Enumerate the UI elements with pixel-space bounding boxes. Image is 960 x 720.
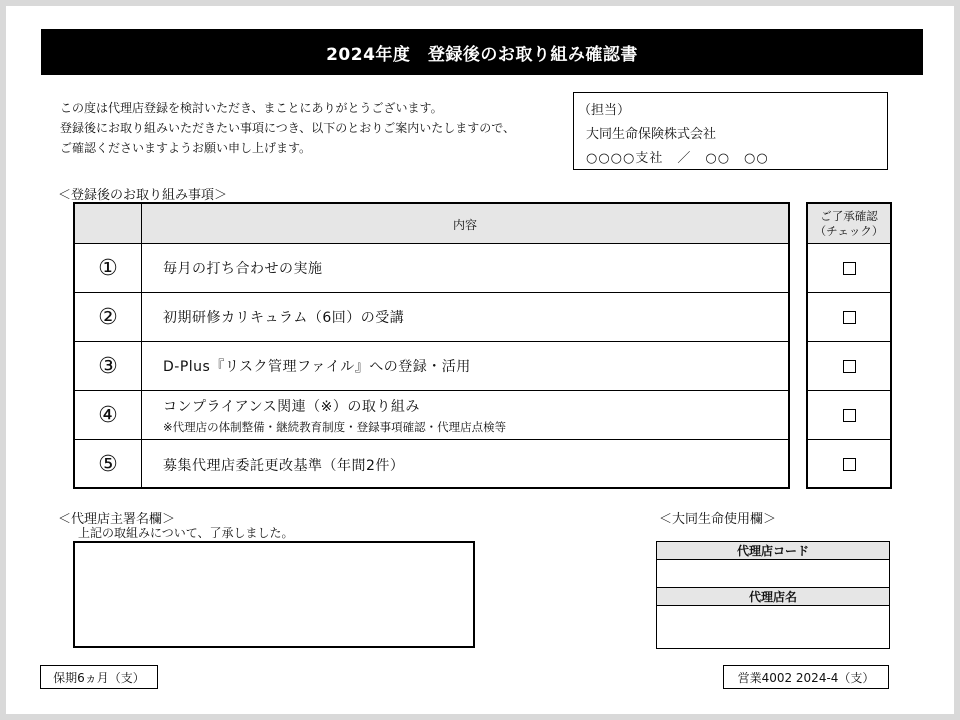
confirmation-header (808, 204, 890, 244)
table-row (75, 391, 788, 440)
row-number: ② (75, 293, 142, 341)
document-title: 2024年度 登録後のお取り組み確認書 (41, 29, 923, 75)
confirm-checkbox-3[interactable] (843, 360, 856, 373)
confirm-checkbox-1[interactable] (843, 262, 856, 275)
footer-left-code: 保期6ヵ月（支） (40, 665, 158, 689)
checkbox-cell (808, 342, 890, 391)
agency-section-title: ＜代理店主署名欄＞ (58, 512, 176, 527)
row-text: D-Plus『リスク管理ファイル』への登録・活用 (163, 359, 471, 375)
confirmation-table (806, 202, 892, 489)
confirm-checkbox-5[interactable] (843, 458, 856, 471)
contact-box (573, 92, 888, 170)
checkbox-cell (808, 293, 890, 342)
checkbox-cell (808, 440, 890, 489)
row-text: 初期研修カリキュラム（6回）の受講 (163, 310, 405, 326)
table-row (75, 440, 788, 489)
row-text: 毎月の打ち合わせの実施 (163, 261, 323, 277)
items-table-header (75, 204, 788, 244)
row-number: ⑤ (75, 440, 142, 489)
confirmation-header-line2: （チェック） (814, 223, 884, 238)
footer-right-code: 営業4002 2024-4（支） (723, 665, 889, 689)
company-use-table (656, 541, 890, 649)
intro-line: 登録後にお取り組みいただきたい事項につき、以下のとおりご案内いたしますので、 (60, 121, 516, 135)
row-number: ③ (75, 342, 142, 390)
row-number: ④ (75, 391, 142, 439)
confirmation-header-line1: ご了承確認 (820, 208, 878, 223)
checkbox-cell (808, 244, 890, 293)
row-subtext: ※代理店の体制整備・継続教育制度・登録事項確認・代理店点検等 (163, 419, 507, 434)
row-number: ① (75, 244, 142, 292)
intro-line: ご確認くださいますようお願い申し上げます。 (60, 141, 312, 155)
intro-text (60, 98, 515, 158)
contact-branch: ○○○○支社 ／ ○○ ○○ (586, 151, 769, 166)
checkbox-cell (808, 391, 890, 440)
document-sheet (6, 6, 954, 714)
table-row (75, 342, 788, 391)
table-row (75, 244, 788, 293)
table-row (75, 293, 788, 342)
agency-code-label: 代理店コード (657, 542, 889, 560)
agency-name-label: 代理店名 (657, 588, 889, 606)
contact-company: 大同生命保険株式会社 (586, 127, 717, 142)
confirm-checkbox-4[interactable] (843, 409, 856, 422)
items-table (73, 202, 790, 489)
intro-line: この度は代理店登録を検討いただき、まことにありがとうございます。 (60, 101, 443, 115)
agency-section-note: 上記の取組みについて、了承しました。 (78, 526, 294, 540)
company-section-title: ＜大同生命使用欄＞ (659, 512, 777, 527)
signature-field[interactable] (73, 541, 475, 648)
items-section-title: ＜登録後のお取り組み事項＞ (58, 188, 228, 203)
row-text: 募集代理店委託更改基準（年間2件） (163, 457, 405, 474)
contact-heading: （担当） (578, 103, 631, 118)
content-header: 内容 (452, 217, 477, 232)
confirm-checkbox-2[interactable] (843, 311, 856, 324)
row-text: コンプライアンス関連（※）の取り組み (163, 398, 420, 415)
